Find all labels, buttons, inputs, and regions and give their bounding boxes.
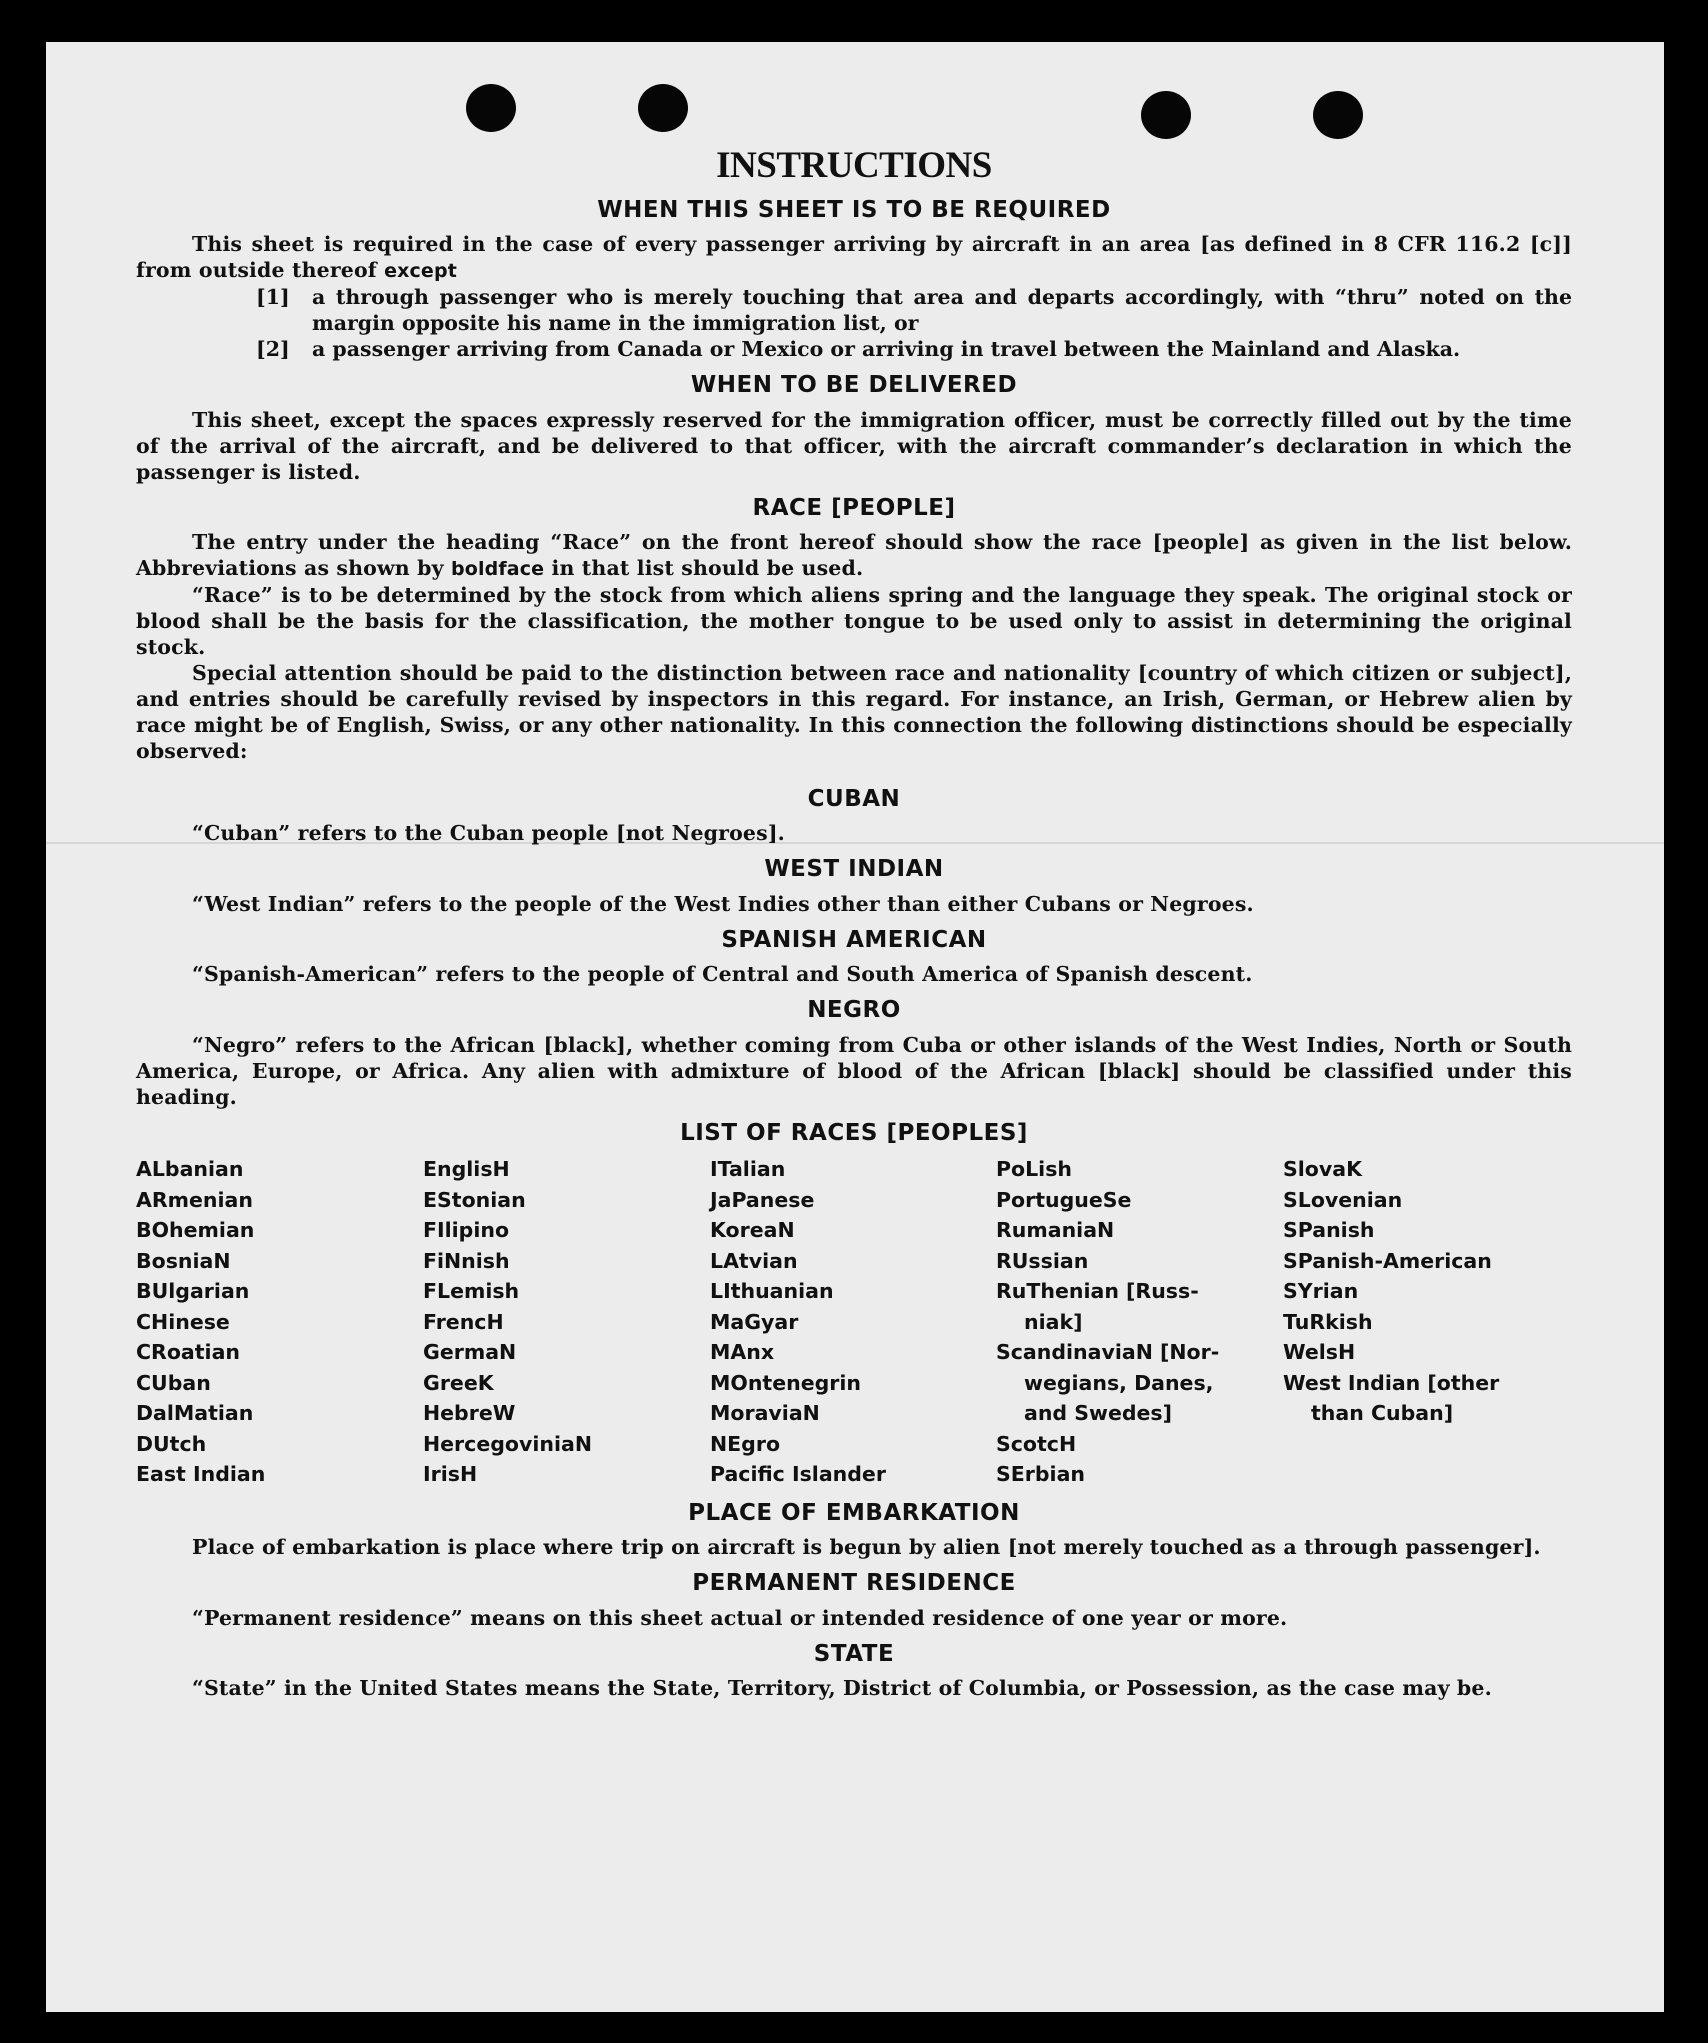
race-entry: SLovenian xyxy=(1283,1187,1403,1212)
race-entry: SYrian xyxy=(1283,1279,1359,1304)
race-entry: CUban xyxy=(136,1370,211,1395)
delivered-text: This sheet, except the spaces expressly reserved for the immigration officer, must be correctly filled out by the time of the arrival of the aircraft, and be delivered to that officer, with the aircraft commander’s declaration in which the passenger is listed. xyxy=(136,407,1572,484)
race-entry: niak] xyxy=(1024,1309,1083,1334)
race-entry: FiNnish xyxy=(423,1248,510,1273)
heading-list-of-races: LIST OF RACES [PEOPLES] xyxy=(680,1119,1028,1146)
race-entry: CRoatian xyxy=(136,1340,241,1365)
race-entry: EnglisH xyxy=(423,1157,510,1182)
race-entry: ScandinaviaN [Nor- xyxy=(996,1340,1220,1365)
race-entry: FLemish xyxy=(423,1279,520,1304)
page-title: INSTRUCTIONS xyxy=(716,145,992,186)
race-entry: IrisH xyxy=(423,1462,478,1487)
race-entry: and Swedes] xyxy=(1024,1401,1172,1426)
race-entry: ITalian xyxy=(710,1157,786,1182)
race-entry: KoreaN xyxy=(710,1218,795,1243)
races-grid xyxy=(136,1154,1572,1490)
document-sheet xyxy=(46,42,1664,2012)
races-column-1 xyxy=(136,1154,423,1490)
race-entry: HebreW xyxy=(423,1401,516,1426)
instructions-content xyxy=(136,146,1572,1701)
heading-embarkation: PLACE OF EMBARKATION xyxy=(688,1499,1020,1526)
punch-hole-2 xyxy=(638,84,688,132)
west-indian-text: “West Indian” refers to the people of the West Indies other than either Cubans or Negroes. xyxy=(192,891,1254,916)
required-intro xyxy=(136,231,1572,284)
heading-when-delivered: WHEN TO BE DELIVERED xyxy=(690,372,1018,399)
race-entry: FIlipino xyxy=(423,1218,510,1243)
race-entry: SPanish xyxy=(1283,1218,1375,1243)
race-paragraph-2: “Race” is to be determined by the stock from which aliens spring and the language they speak. The original stock or blood shall be the basis for the classification, the mother tongue to be used only to assist in determining the original stock. xyxy=(136,583,1572,659)
spanish-american-text: “Spanish-American” refers to the people of Central and South America of Spanish descent. xyxy=(192,962,1253,987)
required-intro-text: This sheet is required in the case of every passenger arriving by aircraft in an area [as defined in 8 CFR 116.2 [c]] from outside thereof xyxy=(136,232,1572,283)
race-entry: RuThenian [Russ- xyxy=(996,1279,1199,1304)
exception-list xyxy=(136,284,1572,362)
races-column-2 xyxy=(423,1154,710,1490)
race-entry: SErbian xyxy=(996,1462,1086,1487)
race-entry: RUssian xyxy=(996,1248,1089,1273)
punch-hole-1 xyxy=(466,84,516,132)
race-entry: DUtch xyxy=(136,1431,207,1456)
race-entry: WelsH xyxy=(1283,1340,1356,1365)
race-entry: MAnx xyxy=(710,1340,775,1365)
heading-cuban: CUBAN xyxy=(807,786,901,812)
heading-negro: NEGRO xyxy=(807,997,901,1024)
race-entry: TuRkish xyxy=(1283,1309,1373,1334)
race-entry: MaGyar xyxy=(710,1309,799,1334)
race-entry: GreeK xyxy=(423,1370,494,1395)
races-column-4 xyxy=(996,1154,1283,1490)
race-entry: PortugueSe xyxy=(996,1187,1132,1212)
cuban-text: “Cuban” refers to the Cuban people [not Negroes]. xyxy=(192,821,785,846)
races-column-5 xyxy=(1283,1154,1572,1490)
race-entry: BUlgarian xyxy=(136,1279,250,1304)
race-paragraph-1: The entry under the heading “Race” on the front hereof should show the race [people] as given in the list below. Abbreviations as shown by boldface in that list should be used. xyxy=(136,530,1572,580)
race-entry: West Indian [other xyxy=(1283,1370,1500,1395)
race-entry: RumaniaN xyxy=(996,1218,1115,1243)
race-entry: BOhemian xyxy=(136,1218,255,1243)
race-entry: GermaN xyxy=(423,1340,517,1365)
race-entry: PoLish xyxy=(996,1157,1072,1182)
race-entry: FrencH xyxy=(423,1309,504,1334)
race-entry: NEgro xyxy=(710,1431,781,1456)
embarkation-text: Place of embarkation is place where trip on aircraft is begun by alien [not merely touched as a through passenger]. xyxy=(192,1535,1541,1560)
heading-state: STATE xyxy=(813,1640,895,1667)
exception-item: [1] a through passenger who is merely touching that area and departs accordingly, with “thru” noted on the margin opposite his name in the immigration list, or xyxy=(256,285,1572,336)
race-entry: HercegoviniaN xyxy=(423,1431,592,1456)
race-entry: EStonian xyxy=(423,1187,526,1212)
state-text: “State” in the United States means the State, Territory, District of Columbia, or Possession, as the case may be. xyxy=(192,1676,1492,1700)
race-entry: than Cuban] xyxy=(1311,1401,1454,1426)
heading-when-required: WHEN THIS SHEET IS TO BE REQUIRED xyxy=(597,196,1111,223)
race-entry: wegians, Danes, xyxy=(1024,1370,1214,1395)
race-entry: ARmenian xyxy=(136,1187,253,1212)
race-entry: SlovaK xyxy=(1283,1157,1362,1182)
race-entry: LIthuanian xyxy=(710,1279,834,1304)
races-column-3 xyxy=(710,1154,996,1490)
race-paragraph-3: Special attention should be paid to the distinction between race and nationality [country of which citizen or subject], and entries should be carefully revised by inspectors in this regard. For instance, an Irish, German, or Hebrew alien by race might be of English, Swiss, or any other nationality. In this connection the following distinctions should be especially observed: xyxy=(136,661,1572,763)
residence-text: “Permanent residence” means on this sheet actual or intended residence of one year or more. xyxy=(192,1605,1288,1630)
race-entry: ALbanian xyxy=(136,1157,244,1182)
punch-hole-4 xyxy=(1313,91,1363,139)
negro-text: “Negro” refers to the African [black], whether coming from Cuba or other islands of the West Indies, North or South America, Europe, or Africa. Any alien with admixture of blood of the African [black] should be classified under this heading. xyxy=(136,1032,1572,1109)
exception-item: [2] a passenger arriving from Canada or Mexico or arriving in travel between the Mainland and Alaska. xyxy=(256,337,1461,362)
race-entry: JaPanese xyxy=(710,1187,815,1212)
race-entry: CHinese xyxy=(136,1309,230,1334)
heading-permanent-residence: PERMANENT RESIDENCE xyxy=(692,1570,1016,1597)
race-entry: DalMatian xyxy=(136,1401,254,1426)
heading-west-indian: WEST INDIAN xyxy=(764,856,944,883)
heading-spanish-american: SPANISH AMERICAN xyxy=(721,926,987,953)
race-entry: ScotcH xyxy=(996,1431,1077,1456)
race-entry: BosniaN xyxy=(136,1248,231,1273)
race-entry: SPanish-American xyxy=(1283,1248,1492,1273)
punch-hole-3 xyxy=(1141,91,1191,139)
race-entry: MOntenegrin xyxy=(710,1370,862,1395)
race-entry: Pacific Islander xyxy=(710,1462,886,1487)
boldface-word: boldface xyxy=(450,558,545,580)
race-entry: East Indian xyxy=(136,1462,266,1487)
race-entry: LAtvian xyxy=(710,1248,798,1273)
heading-race: RACE [PEOPLE] xyxy=(752,494,956,521)
race-entry: MoraviaN xyxy=(710,1401,820,1426)
except-word: except xyxy=(384,260,457,283)
